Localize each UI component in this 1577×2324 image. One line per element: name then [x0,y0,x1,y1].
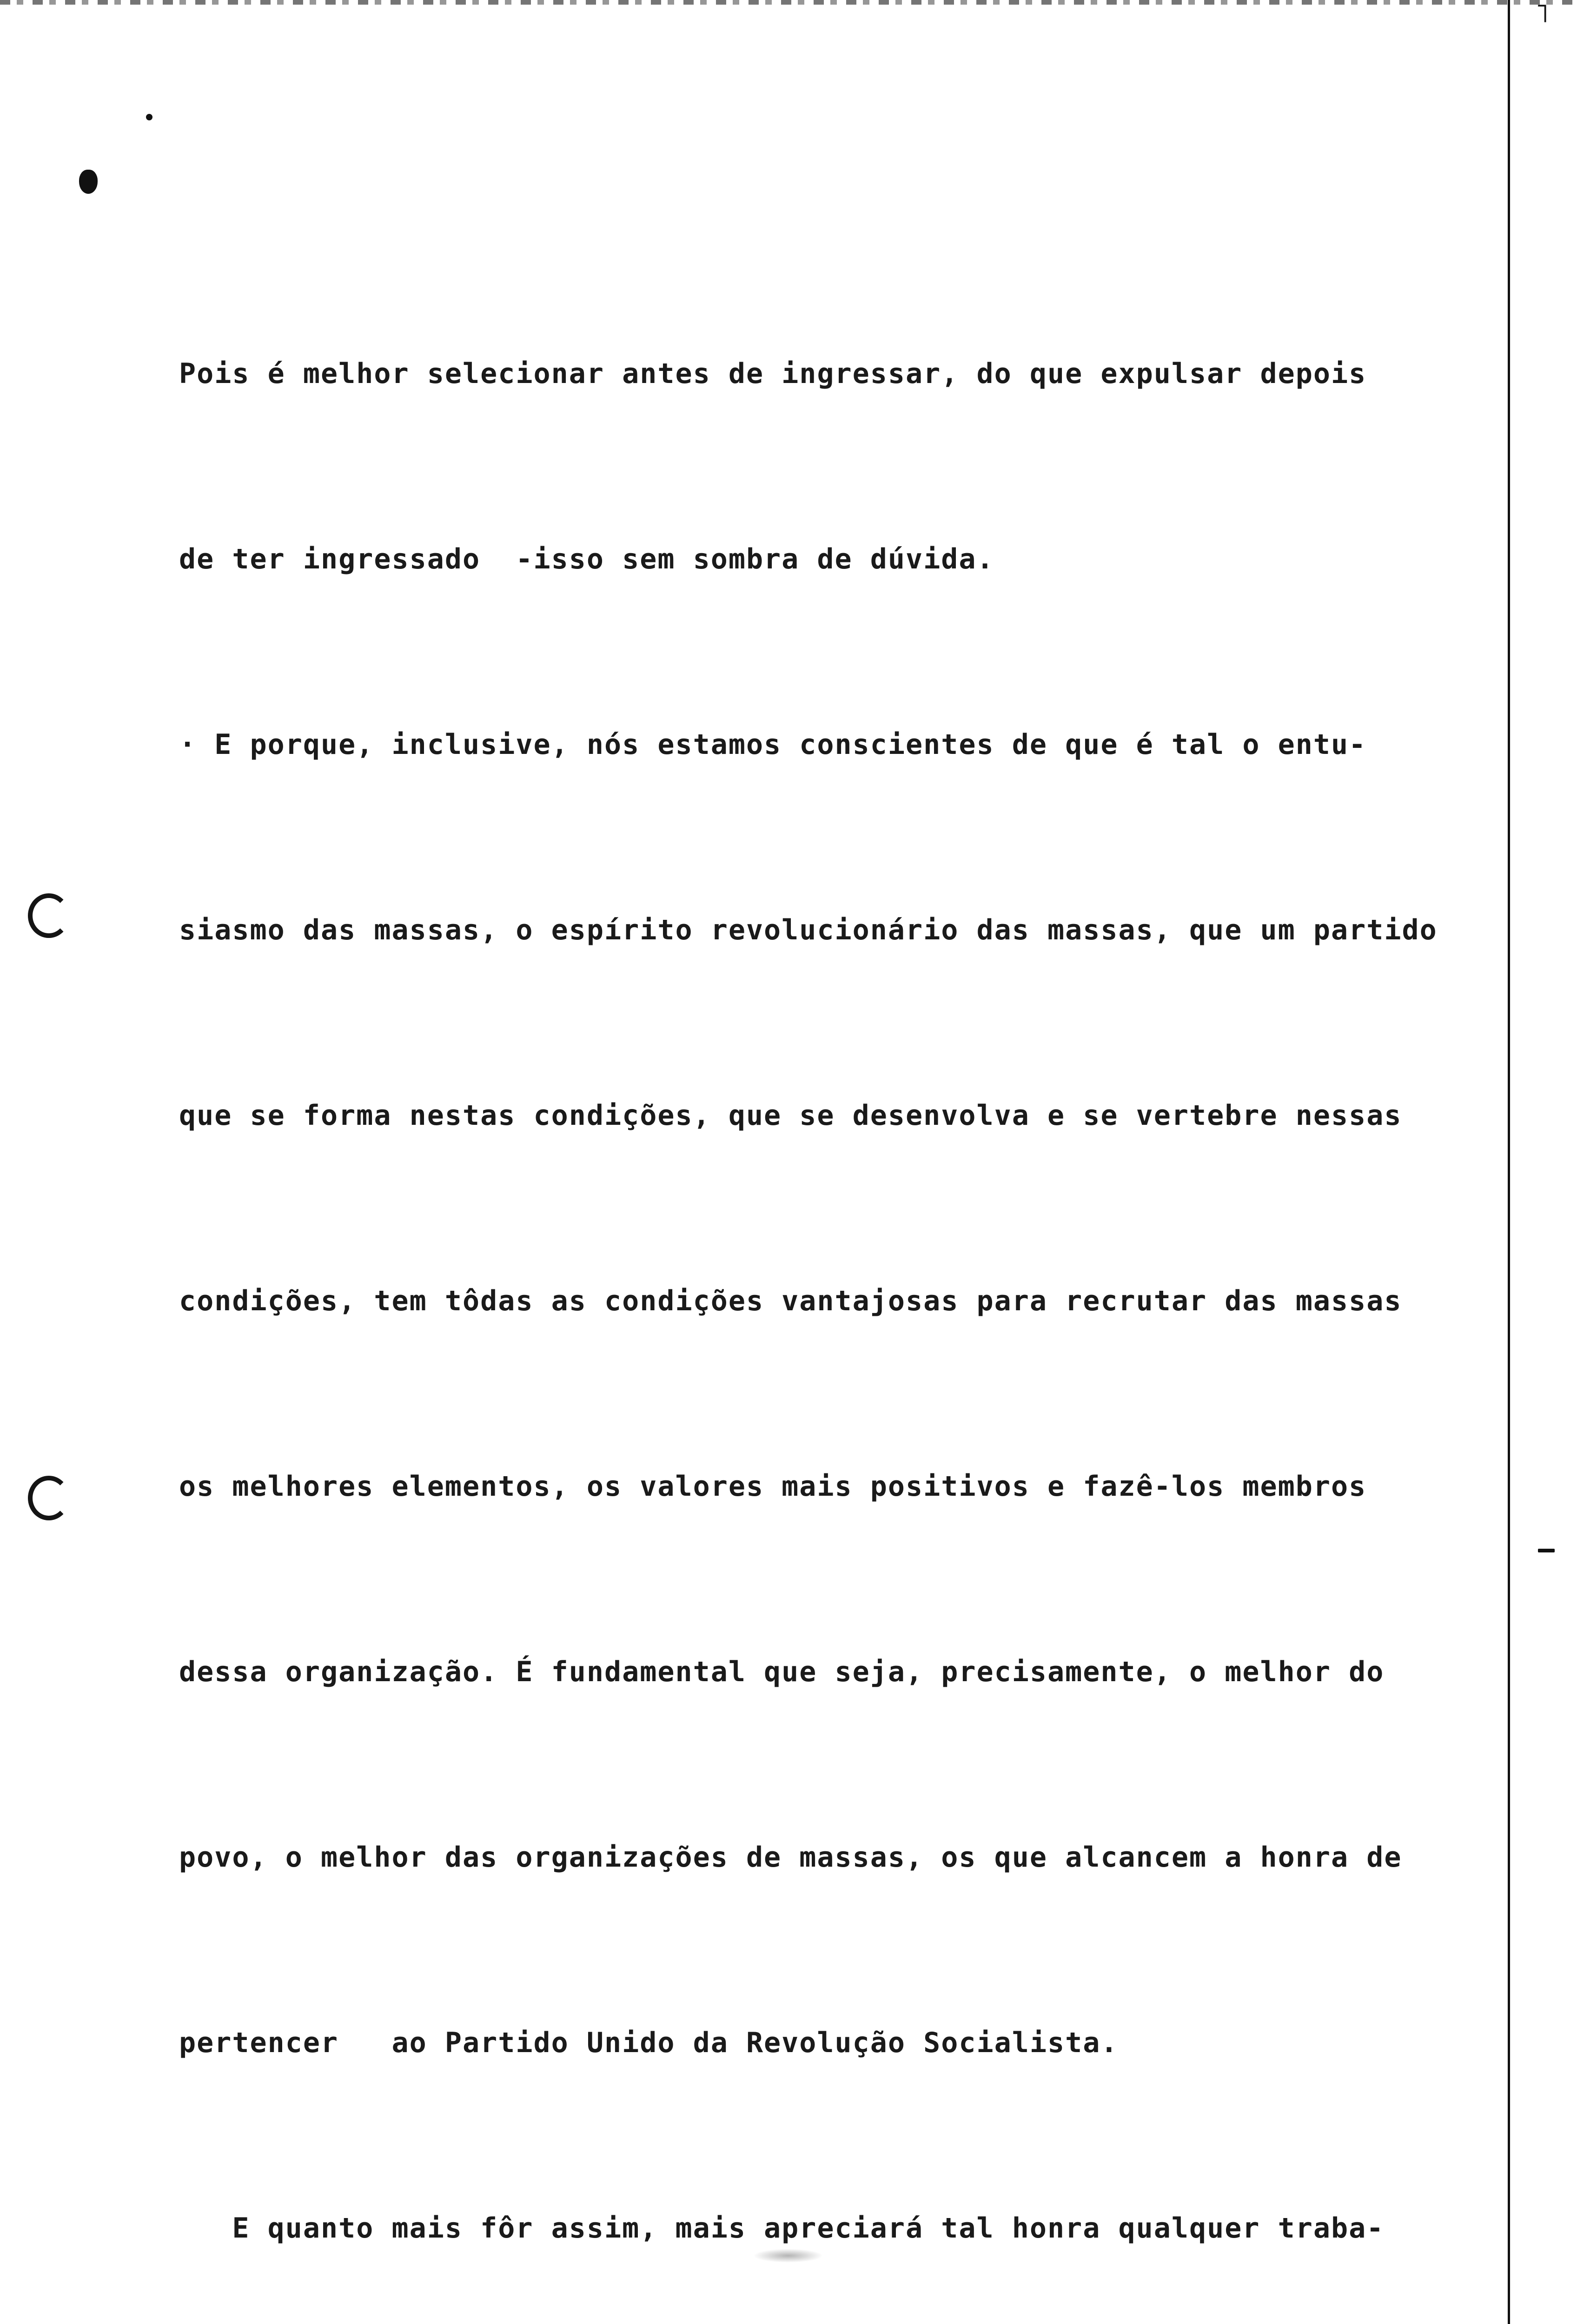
binder-hole-icon [28,1476,70,1520]
page-top-edge [0,0,1577,5]
text-line: dessa organização. É fundamental que seja, precisamente, o melhor do [179,1656,1385,1688]
binder-hole-icon [28,893,70,938]
ink-dot [146,114,152,120]
margin-dash [1538,1549,1555,1552]
text-line: · E porque, inclusive, nós estamos conscientes de que é tal o entu- [179,728,1367,761]
text-line: E quanto mais fôr assim, mais apreciará tal honra qualquer traba- [179,2212,1385,2245]
text-line: condições, tem tôdas as condições vantajosas para recrutar das massas [179,1285,1402,1317]
text-line: povo, o melhor das organizações de massas, os que alcancem a honra de [179,1841,1402,1874]
text-line: siasmo das massas, o espírito revolucionário das massas, que um partido [179,914,1438,946]
text-line: os melhores elementos, os valores mais positivos e fazê-los membros [179,1470,1367,1503]
text-line: Pois é melhor selecionar antes de ingressar, do que expulsar depois [179,357,1367,390]
ink-blot [79,170,98,194]
text-line: de ter ingressado -isso sem sombra de dúvida. [179,543,994,575]
text-line: pertencer ao Partido Unido da Revolução Socialista. [179,2027,1119,2059]
body-text [179,219,1509,2324]
corner-mark: ˥ [1534,0,1550,29]
text-line: que se forma nestas condições, que se desenvolva e se vertebre nessas [179,1099,1402,1132]
